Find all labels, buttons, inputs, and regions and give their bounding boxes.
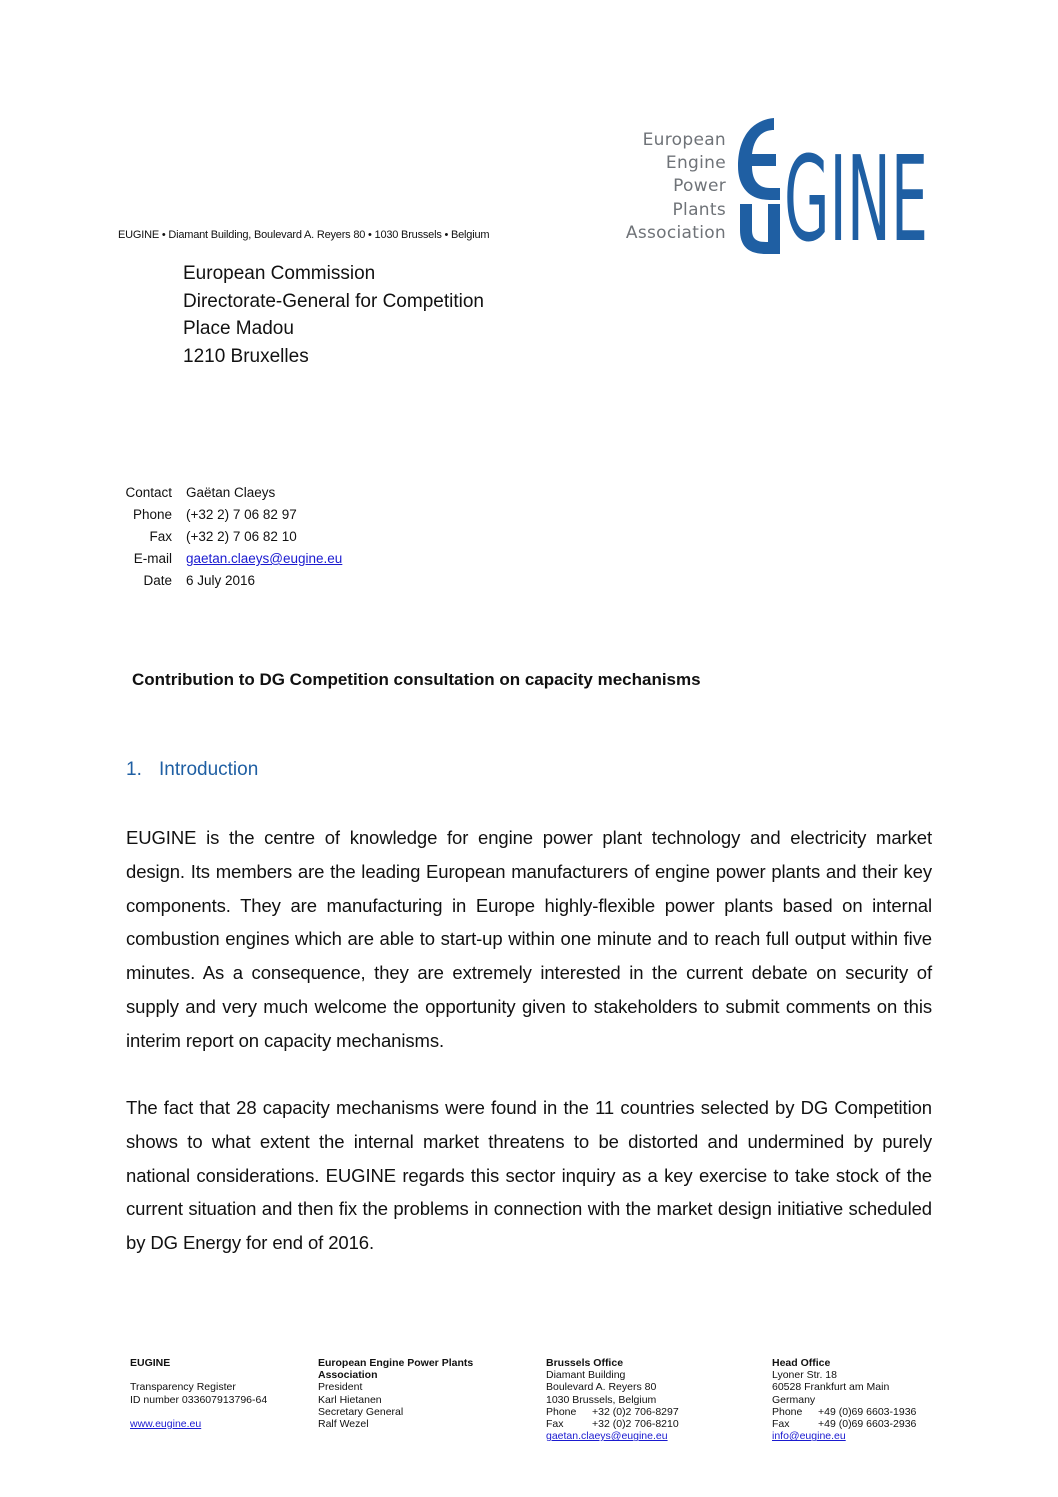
- meta-label: E-mail: [133, 551, 172, 566]
- recipient-line: 1210 Bruxelles: [183, 345, 309, 367]
- footer-column-association: [318, 1357, 518, 1430]
- meta-value: (+32 2) 7 06 82 10: [186, 529, 297, 544]
- recipient-line: Directorate-General for Competition: [183, 290, 484, 312]
- footer-line: Diamant Building: [546, 1369, 626, 1382]
- footer-line: Ralf Wezel: [318, 1418, 369, 1431]
- email-link[interactable]: gaetan.claeys@eugine.eu: [546, 1430, 668, 1443]
- footer-title: EUGINE: [130, 1357, 171, 1369]
- footer-phone: Phone +49 (0)69 6603-1936: [772, 1405, 917, 1418]
- footer-title: Association: [318, 1369, 378, 1382]
- logo-wordmark: [600, 129, 726, 245]
- meta-label: Phone: [132, 507, 172, 522]
- section-number: 1.: [126, 759, 142, 780]
- footer-fax: Fax +32 (0)2 706-8210: [546, 1418, 679, 1431]
- footer-line: Boulevard A. Reyers 80: [546, 1381, 657, 1394]
- body-paragraph: EUGINE is the centre of knowledge for engine power plant technology and electricity market design. Its members are the leading European manufacturers of engine power plants and their key components. They are manufacturing in Europe highly-flexible power plants based on internal combustion engines which are able to start-up within one minute and to reach full output within five minutes. As a consequence, they are extremely interested in the current debate on security of supply and very much welcome the opportunity given to stakeholders to submit comments on this interim report on capacity mechanisms.: [126, 827, 932, 1051]
- footer-line: President: [318, 1381, 363, 1394]
- recipient-line: Place Madou: [183, 318, 294, 339]
- logo-mark-text: GINE: [784, 130, 928, 268]
- section-heading: [126, 759, 258, 781]
- footer-phone: Phone +32 (0)2 706-8297: [546, 1405, 679, 1418]
- footer-title: Head Office: [772, 1357, 831, 1369]
- recipient-address: [183, 260, 484, 370]
- email-link[interactable]: gaetan.claeys@eugine.eu: [186, 551, 343, 566]
- sender-address-line: EUGINE • Diamant Building, Boulevard A. Reyers 80 • 1030 Brussels • Belgium: [118, 229, 490, 241]
- meta-label: Date: [143, 573, 172, 588]
- logo-word: Plants: [672, 199, 726, 220]
- logo-word: Power: [673, 176, 726, 197]
- footer-column-eugine: [130, 1357, 300, 1430]
- footer-line: Karl Hietanen: [318, 1393, 382, 1406]
- eugine-logo-icon: [736, 118, 932, 268]
- footer-title: European Engine Power Plants: [318, 1357, 474, 1369]
- meta-value: Gaëtan Claeys: [186, 485, 276, 500]
- logo-word: Engine: [665, 153, 726, 174]
- footer-line: ID number 033607913796-64: [130, 1393, 268, 1406]
- footer-fax: Fax +49 (0)69 6603-2936: [772, 1418, 917, 1431]
- letter-meta: [100, 482, 342, 592]
- logo-word: European: [642, 130, 726, 150]
- meta-contact: [100, 482, 342, 504]
- footer-line: 1030 Brussels, Belgium: [546, 1393, 657, 1406]
- meta-phone: [100, 504, 342, 526]
- meta-value: (+32 2) 7 06 82 97: [186, 507, 297, 522]
- footer-column-head-office: [772, 1357, 972, 1442]
- footer-title: Brussels Office: [546, 1357, 624, 1369]
- letter-subject: Contribution to DG Competition consultation on capacity mechanisms: [132, 670, 701, 689]
- footer-line: Germany: [772, 1393, 816, 1406]
- footer-line: Lyoner Str. 18: [772, 1369, 837, 1382]
- website-link[interactable]: www.eugine.eu: [130, 1418, 202, 1431]
- meta-value: 6 July 2016: [186, 573, 256, 588]
- meta-label: Contact: [125, 485, 172, 500]
- logo-word: Association: [625, 222, 726, 243]
- body-paragraph: The fact that 28 capacity mechanisms were found in the 11 countries selected by DG Competition shows to what extent the internal market threatens to be distorted and undermined by purely national considerations. EUGINE regards this sector inquiry as a key exercise to take stock of the current situation and then fix the problems in connection with the market design initiative scheduled by DG Energy for end of 2016.: [126, 1097, 932, 1254]
- footer-line: 60528 Frankfurt am Main: [772, 1381, 890, 1394]
- recipient-line: European Commission: [183, 263, 376, 284]
- meta-email: [100, 548, 342, 570]
- footer-column-brussels: [546, 1357, 746, 1442]
- meta-fax: [100, 526, 342, 548]
- meta-label: Fax: [149, 529, 172, 544]
- section-title: Introduction: [159, 759, 259, 780]
- meta-date: [100, 570, 342, 592]
- footer-line: Transparency Register: [130, 1381, 236, 1394]
- email-link[interactable]: info@eugine.eu: [772, 1430, 846, 1443]
- footer-line: Secretary General: [318, 1405, 404, 1418]
